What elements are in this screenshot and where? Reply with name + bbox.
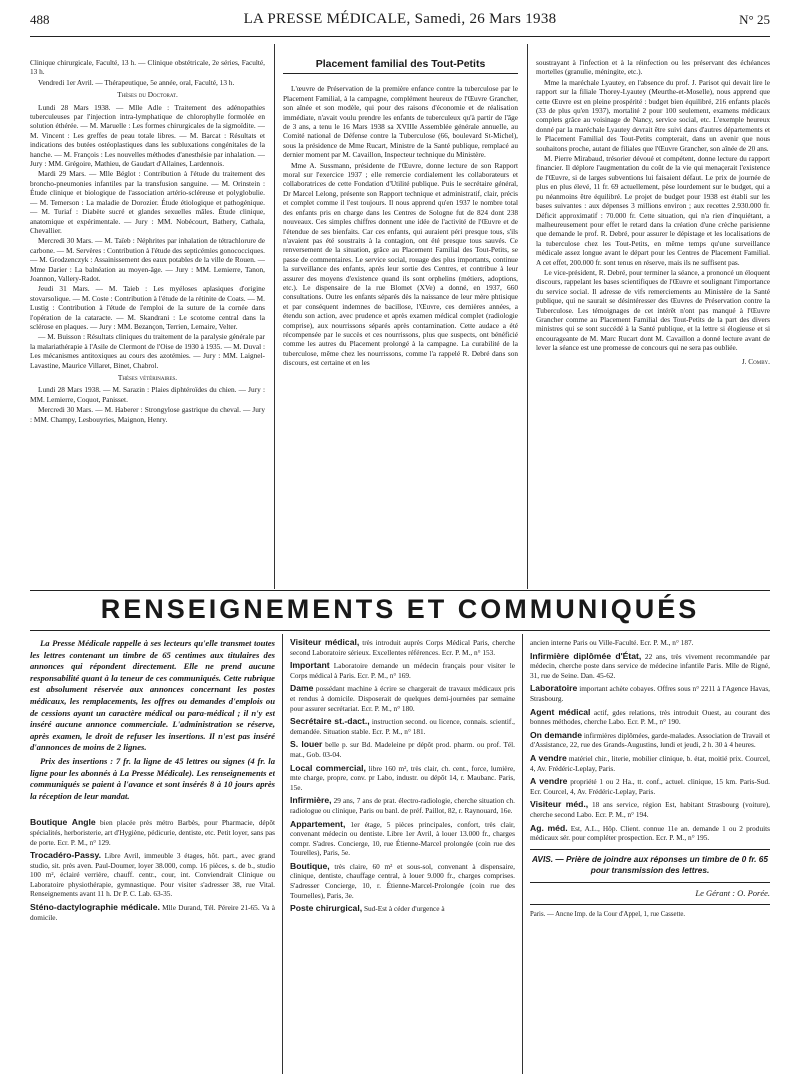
column-divider — [282, 634, 283, 1074]
signature: J. Comby. — [741, 356, 770, 366]
these-entry: Mercredi 30 Mars. — M. Taïeb : Néphrites par inhalation de tétrachlorure de carbone. — M. Servères : Contribution à l'étude des septicémies gonococciques. — M. Grodzenczyk : Assainissement des eaux potables de la ville de Rouen. — Mme Darier : La balnéation au moyen-âge. — Jury : MM. Lemierre, Tanon, Joannon, Vallery-Radot. — [30, 236, 265, 283]
classified-ad: Boutique Angle bien placée près métro Barbès, pour Pharmacie, dépôt spécialités, herboristerie, art d'Hygiène, pédicurie, dentiste, etc. Petit loyer, sans pas de porte. Ecr. P. M., n° 129. — [30, 817, 275, 847]
ads-column-3 — [530, 638, 770, 1068]
column-placement-continued — [536, 58, 770, 588]
journal-title: LA PRESSE MÉDICALE, Samedi, 26 Mars 1938 — [243, 11, 557, 27]
ads-column-2 — [290, 638, 515, 1068]
paragraph: L'œuvre de Préservation de la première enfance contre la tuberculose par le Placement Familial, à la campagne, complément heureux de l'Œuvre Grancher, son aînée et son modèle, qui pour des raisons d'économie et de réalisation immédiate, n'avait voulu prendre les enfants de tuberculeux qu'à partir de l'âge de 3 ans, a tenu le 16 Mars 1938 sa XVIIIe Assemblée générale annuelle, au Comité national de Défense contre la Tuberculose (66, boulevard St-Michel), sous la présidence de Mme Rucart, Ministre de la Santé publique, remplacé au dernier moment par M. Cavaillon, Inspecteur technique du Ministère. — [283, 84, 518, 160]
ads-column-1 — [30, 638, 275, 1068]
section-rule — [30, 630, 770, 631]
column-divider — [274, 44, 275, 589]
notice-paragraph: Prix des insertions : 7 fr. la ligne de 45 lettres ou signes (4 fr. la ligne pour les abonnés à La Presse Médicale). Les renseignements et communiqués se paient à l'avance et sont insérés 8 à 10 jours après la réception de leur mandat. — [30, 755, 275, 801]
paragraph: Mme la maréchale Lyautey, en l'absence du prof. J. Parisot qui devait lire le rapport sur la filiale Thorey-Lyautey (Meurthe-et-Moselle), nous apprend que cette Œuvre est en pleine prospérité : budget bien équilibré, 216 enfants placés (33 de plus qu'en 1937), mortalité 2 pour 100 seulement, examens médicaux complets grâce au voisinage de Nancy, service social, etc. L'exemple heureux donné par la maréchale Lyautey devrait être suivi dans d'autres départements et le Placement Familial des Tout-Petits compterait, dans un avenir que nous souhaitons proche, autant de filiales que l'Œuvre Grancher, son aînée de 20 ans. — [536, 77, 770, 153]
column-divider — [527, 44, 528, 589]
heading-doctorat: Thèses du Doctorat. — [117, 90, 178, 100]
these-entry: Mardi 29 Mars. — Mlle Béglot : Contribution à l'étude du traitement des broncho-pneumonies infantiles par la transfusion sanguine. — M. Orinstein : Étude clinique et biologique de l'association artério-scléreuse et polyglobulie. — M. Temerson : La maladie de Dorozier. Étude étiologique et pathogénique. — M. Turiaf : Diabète sucré et glandes sexuelles mâles. Étude clinique, anatomique et expérimentale. — Jury : MM. Nobécourt, Bathery, Cathala, Chevallier. — [30, 169, 265, 235]
section-rule — [30, 590, 770, 591]
paragraph: soustrayant à l'infection et à la réinfection ou les préservant des échéances mortelles (granulie, méningite, etc.). — [536, 58, 770, 77]
classified-ad: A vendre propriété 1 ou 2 Ha., tt. conf., actuel. clinique, 15 km. Paris-Sud. Ecr. Courcel, 4, Av. Frédéric-Leplay, Paris. — [530, 776, 770, 796]
classified-ad: S. louer belle p. sur Bd. Madeleine pr dépôt prod. pharm. ou prof. Tél. mat., Gob. 03-04. — [290, 739, 515, 759]
paragraph: Vendredi 1er Avril. — Thérapeutique, 5e année, oral, Faculté, 13 h. — [38, 77, 235, 87]
paragraph: Clinique chirurgicale, Faculté, 13 h. — Clinique obstétricale, 2e séries, Faculté, 13 h. — [30, 58, 265, 77]
classified-ad: Boutique, très claire, 60 m² et sous-sol, convenant à dispensaire, clinique, dentiste, chauffage central, à louer 9.000 fr., charges comprises. S'adresser Concierge, 10, r. Étienne-Marcel-Prolongée (coin rue des Tournelles), Paris, 3e. — [290, 860, 515, 900]
issue-number: N° 25 — [739, 12, 770, 27]
classified-ad: Appartement, 1er étage, 5 pièces principales, confort, très clair, convenant médecin ou dentiste. Libre 1er Avril, à louer 13.000 fr., charges compr. S'adres. Concierge, 10, rue Étienne-Marcel prolongée (coin rue des Tourelles), Paris, 5e. — [290, 818, 515, 858]
these-entry: Lundi 28 Mars 1938. — Mlle Adle : Traitement des adénopathies tuberculeuses par l'injection intra-lymphatique de chlorophylle formolée en solution éthérée. — M. Maruelle : Les formes chirurgicales de la sigmoïdite. — M. Vincent : Les greffes de peau totale libres. — M. Barcat : Résultats et indications des butées ostéoplastiques dans les subluxations congénitales de la hanche. — M. François : Les nouvelles méthodes d'anesthésie par inhalation. — Jury : MM. Grégoire, Mathieu, de Gaudart d'Allaines, Lardennois. — [30, 102, 265, 169]
column-exams-theses — [30, 58, 265, 543]
header-rule — [30, 36, 770, 37]
classified-ad: Trocadéro-Passy. Libre Avril, immeuble 3 étages, hôt. part., avec grand studio, sit. près aven. Paul-Doumer, loyer 38.000, comp. 16 pièces, s. de b., studio 100 m², éclairé verrière, chauff. centr., cour, int. Conviendrait Clinique ou Laboratoire physiothérapie, gymnastique. Pour visiter s'adresser 38, rue Vital. Renseignements avant 11 h. Dr P. C. Lab. 63-35. — [30, 850, 275, 899]
classified-ad: Infirmière, 29 ans, 7 ans de prat. électro-radiologie, cherche situation ch. radiologue ou clinique, Paris ou banl. de préf. Paillot, 82, r. Raynouard, 16e. — [290, 795, 515, 815]
classified-ad: Poste chirurgical, Sud-Est à céder d'urgence à — [290, 903, 445, 914]
paragraph: Mme A. Sussmann, présidente de l'Œuvre, donne lecture de son Rapport moral sur l'exercice 1937 ; elle remercie cordialement les collaborateurs et collaboratrices de cette Fondation d'Utilité publique. Puis le secrétaire général, Dr Marcel Lelong, présente son Rapport technique et administratif, clair, précis et complet comme il l'est toujours. Il nous apprend qu'en 1937 le nombre total des enfants pris en charge dans les Centres de Sologne fut de 824 dont 238 nouveaux. Ces simples chiffres donnent une idée de l'activité de l'Œuvre et de l'étendue de ses bienfaits. Car ces enfants, qui auraient péri presque tous, s'ils n'avaient pas été soustraits à la contagion, ont été presque tous sauvés. Ce renversement de la situation, grâce au Placement Familial des Tout-Petits, se passe de commentaires. Le service social, rouage des plus importants, continue la surveillance des enfants, après leur sortie des Centres, et contribue à leur assurer des moyens d'existence quand ils sont orphelins (métiers, adoptions, etc.). Le dispensaire de la rue Blomet (XVe) a donné, en 1937, 660 consultations. Outre les enfants séparés dès la naissance de leur mère phtisique et par conséquent indemnes de bacillose, l'Œuvre, ces dernières années, a étendu son action, avec prudence et après examen médical complet (radiologie comprise), aux nourrissons séparés après contamination. Cette audace a été récompensée par le succès et ces nourrissons, plus que suspects, ont bénéficié comme les autres du Placement prolongé à la campagne. La curabilité de la tuberculose, même chez les nourrissons, comme l'a rappelé R. Debré dans son discours, est certaine et en les — [283, 160, 518, 368]
paragraph: M. Pierre Mirabaud, trésorier dévoué et compétent, donne lecture du rapport financier. Il déplore l'augmentation du coût de la vie qui menaçerait l'existence de l'Œuvre, si de larges subventions lui faisaient défaut. Le prix de journée de plus en plus élevé, 11 fr. 69 actuellement, pèse lourdement sur le budget, qui a pu néanmoins être équilibré. Le projet de budget pour 1938 est établi sur les bases suivantes : aux dépenses 3 millions environ ; aux recettes 2.930.000 fr. Déficit approximatif : 70.000 fr. Cette situation, qui n'a rien d'inquiétant, a malheureusement pour effet le retard dans la création d'une crèche parisienne que demande le prof. R. Debré, pour assurer le dépistage et les localisations de la tuberculose chez les Tout-Petits, en même temps qu'une surveillance médicale assez longue avant le départ pour les Centres de Placement Familial. A cet effet, 200.000 fr. sont tenus en réserve, mais ils ne suffisent pas. — [536, 154, 770, 267]
classified-ad: Sténo-dactylographie médicale. Mlle Durand, Tél. Péreire 21-65. Va à domicile. — [30, 902, 275, 922]
article-title: Placement familial des Tout-Petits — [283, 58, 518, 74]
page-header — [30, 8, 770, 32]
classified-ad: Secrétaire st.-dact., instruction second. ou licence, connais. scientif., demandée. Situation stable. Ecr. P. M., n° 181. — [290, 716, 515, 736]
classified-ad: On demande infirmières diplômées, garde-malades. Association de Travail et d'Assistance, 22, rue des Grands-Augustins, lundi et jeudi, 2 h. 30 à 4 heures. — [530, 729, 770, 750]
classified-ad: ancien interne Paris ou Ville-Faculté. Ecr. P. M., n° 187. — [530, 638, 694, 647]
these-entry: Mercredi 30 Mars. — M. Haberer : Strongylose gastrique du cheval. — Jury : MM. Champy, Lesbouyries, Maignon, Henry. — [30, 405, 265, 424]
classified-ad: Agent médical actif, gdes relations, très introduit Ouest, au courant des bonnes méthodes, cherche Labo. Ecr. P. M., n° 190. — [530, 706, 770, 727]
column-divider — [522, 634, 523, 1074]
heading-veterinaires: Thèses vétérinaires. — [117, 373, 178, 382]
classified-ad: Laboratoire important achète cobayes. Offres sous n° 2211 à l'Agence Havas, Strasbourg. — [530, 683, 770, 703]
classified-ad: Visiteur médical, très introduit auprès Corps Médical Paris, cherche second Laboratoire sérieux. Excellentes références. Ecr. P. M., n° 153. — [290, 638, 515, 657]
avis-notice: AVIS. — Prière de joindre aux réponses un timbre de 0 fr. 65 pour transmission des lettres. — [530, 849, 770, 876]
page-number: 488 — [30, 12, 50, 27]
section-banner: RENSEIGNEMENTS ET COMMUNIQUÉS — [100, 594, 700, 624]
notice-block — [30, 638, 275, 802]
paragraph: Le vice-président, R. Debré, pour terminer la séance, a prononcé un éloquent discours, rappelant les bases scientifiques de l'Œuvre et soulignant l'importance du service social. Il adresse de vifs remerciements au Ministère de la Santé publique, qui ne saurait se désintéresser des Œuvres de Préservation contre la Tuberculose. Les témoignages de cet intérêt n'ont pas manqué à l'Œuvre Grancher comme au Placement Familial des Tout-Petits de la part des divers ministres qui se sont succédé à la Santé publique, et la lettre si élogieuse et si encourageante de M. Marc Rucart dont M. Cavaillon a donné lecture avant de lever la séance est une promesse de concours qui ne sera pas oubliée. — [536, 267, 770, 353]
classified-ad: Infirmière diplômée d'État, 22 ans, très vivement recommandée par médecin, cherche poste dans service de médecine infantile Paris. Mlle de Rigné, 31, rue de Seine. Dan. 45-62. — [530, 650, 770, 680]
notice-paragraph: La Presse Médicale rappelle à ses lecteurs qu'elle transmet toutes les lettres contenant un timbre de 65 centimes aux titulaires des annonces qui répondent directement. Elle ne prend aucune responsabilité quant à la teneur de ces communiqués. Cette rubrique est absolument réservée aux annonces concernant les postes médicaux, les remplacements, les offres ou demandes d'emplois ou de cessions ayant un caractère médical ou para-médical ; il n'y est inséré aucune annonce commerciale. L'administration se réserve, après examen, le droit de refuser les insertions. Il n'est pas inséré d'annonces de moins de 2 lignes. — [30, 638, 275, 753]
these-entry: Jeudi 31 Mars. — M. Taieb : Les myéloses aplasiques d'origine stovarsolique. — M. Coste : Contribution à l'étude de la rétinite de Coats. — M. Lustig : Contribution à l'étude de l'emploi de la suture de la cornée dans l'opération de la cataracte. — M. Skandrani : Le scotome central dans la sclérose en plaques. — Jury : MM. Bezançon, Terrien, Lemaire, Velter. — [30, 284, 265, 331]
classified-ad: Important Laboratoire demande un médecin français pour visiter le Corps médical à Paris. Ecr. P. M., n° 169. — [290, 660, 515, 680]
classified-ad: Ag. méd. Est, A.L., Hôp. Client. connue 11e an. demande 1 ou 2 produits médicaux sér. pour compléter prospection. Ecr. P. M., n° 195. — [530, 822, 770, 843]
classified-ad: Visiteur méd., 18 ans service, région Est, habitant Strasbourg (voiture), cherche second Labo. Ecr. P. M., n° 194. — [530, 799, 770, 819]
these-entry: Lundi 28 Mars 1938. — M. Sarazin : Plaies diphtéroïdes du chien. — Jury : MM. Lemierre, Coquot, Panisset. — [30, 385, 265, 404]
classified-ad: A vendre matériel chir., literie, mobilier clinique, b. état, moitié prix. Courcel, 4, Av. Frédéric-Leplay, Paris. — [530, 752, 770, 773]
imprint-line: Paris. — Ancne Imp. de la Cour d'Appel, 1, rue Cassette. — [530, 911, 686, 919]
classified-ad: Local commercial, libre 160 m², très clair, ch. cent., force, lumière, mte charge, propre, conv. pr Labo, industr. ou dépôt 14, r. Maubanc. Paris, 15e. — [290, 762, 515, 792]
classified-ad: Dame possédant machine à écrire se chargerait de travaux médicaux pris et rendus à domicile. Disposerait de quelques demi-journées par semaine pour assurer secrétariat. Ecr. P. M., n° 180. — [290, 683, 515, 713]
these-entry: — M. Buisson : Résultats cliniques du traitement de la paralysie générale par la malariathérapie à l'Asile de Clermont de l'Oise de 1930 à 1935. — M. Duval : Les mécanismes antitoxiques au cours des azotémies. — Jury : MM. Laignel-Lavastine, Maurice Villaret, Binet, Chabrol. — [30, 332, 265, 370]
gerant-line: Le Gérant : O. Porée. — [530, 882, 770, 906]
column-placement-familial — [283, 58, 518, 588]
